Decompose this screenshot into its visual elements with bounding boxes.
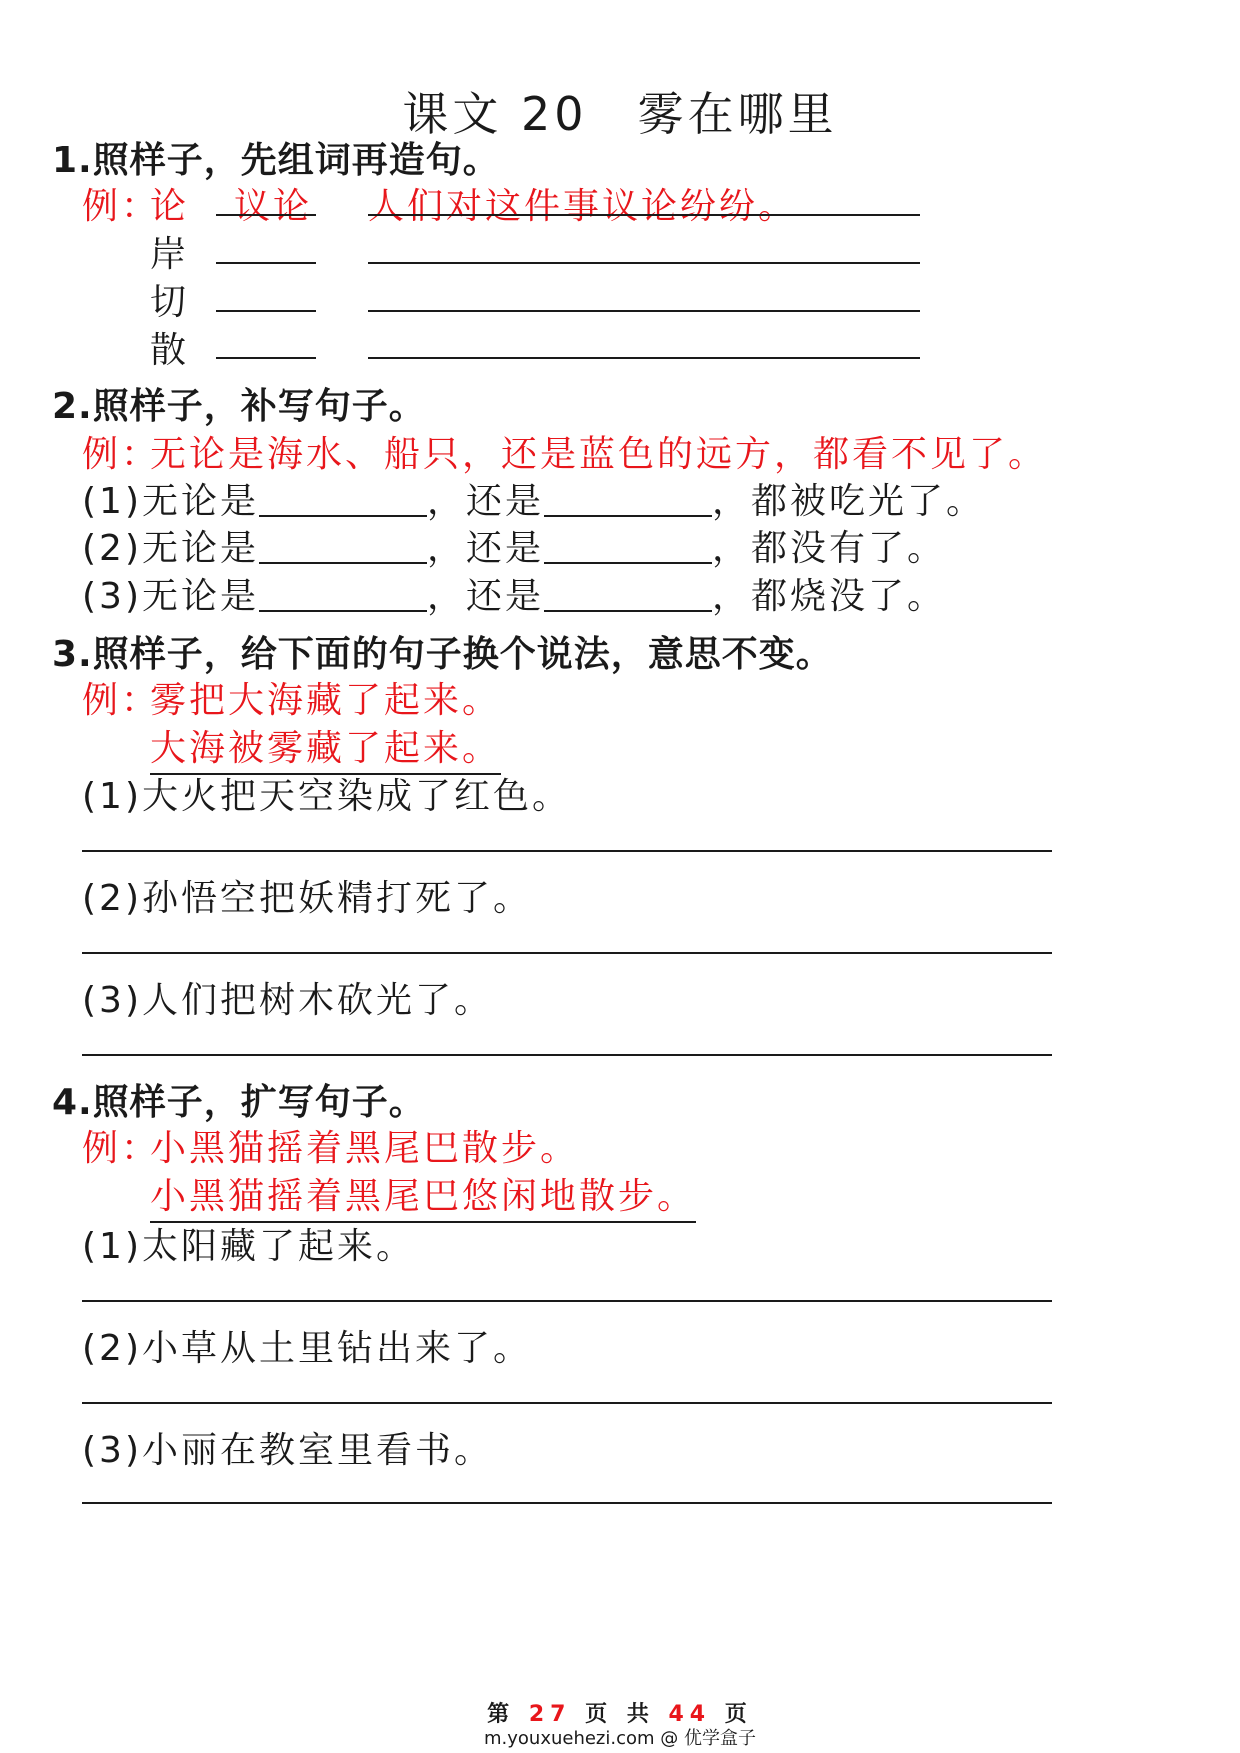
q1-example-sentence: 人们对这件事议论纷纷。 xyxy=(368,186,798,227)
item-number: (1) xyxy=(82,481,142,522)
item-number: (2) xyxy=(82,528,142,569)
page-total: 44 xyxy=(668,1702,712,1727)
q1-heading: 1.照样子，先组词再造句。 xyxy=(52,140,500,181)
q4-item: (1)太阳藏了起来。 xyxy=(82,1226,415,1267)
q3-example-prefix: 例： xyxy=(82,680,161,721)
answer-blank[interactable] xyxy=(544,530,712,564)
answer-line[interactable] xyxy=(82,1502,1052,1504)
answer-blank[interactable] xyxy=(259,578,427,612)
q1-sentence-blank[interactable] xyxy=(368,357,920,359)
q1-example-char: 论 xyxy=(150,186,190,227)
page-title: 课文 20 雾在哪里 xyxy=(402,87,838,141)
answer-line[interactable] xyxy=(82,850,1052,852)
page-middle: 页 共 xyxy=(585,1702,655,1727)
answer-line[interactable] xyxy=(82,1054,1052,1056)
q4-example-prefix: 例： xyxy=(82,1128,161,1169)
answer-blank[interactable] xyxy=(544,578,712,612)
q1-word-blank[interactable] xyxy=(216,262,316,264)
item-text: 无论是 xyxy=(142,528,260,569)
answer-blank[interactable] xyxy=(259,530,427,564)
item-number: (3) xyxy=(82,576,142,617)
q2-item xyxy=(82,568,946,619)
q4-example-original: 小黑猫摇着黑尾巴散步。 xyxy=(150,1128,580,1169)
answer-blank[interactable] xyxy=(544,483,712,517)
item-text: 无论是 xyxy=(142,576,260,617)
q4-example-answer: 小黑猫摇着黑尾巴悠闲地散步。 xyxy=(150,1168,696,1223)
item-text: 无论是 xyxy=(142,481,260,522)
answer-blank[interactable] xyxy=(259,483,427,517)
q3-item: (3)人们把树木砍光了。 xyxy=(82,980,493,1021)
item-text: ，还是 xyxy=(427,576,545,617)
q3-item: (2)孙悟空把妖精打死了。 xyxy=(82,878,532,919)
q3-heading: 3.照样子，给下面的句子换个说法，意思不变。 xyxy=(52,634,833,675)
q1-char: 岸 xyxy=(150,234,190,275)
site-credit: m.youxuehezi.com @ 优学盒子 xyxy=(483,1728,756,1749)
q4-heading: 4.照样子，扩写句子。 xyxy=(52,1082,426,1123)
answer-line[interactable] xyxy=(82,1402,1052,1404)
item-text: ，还是 xyxy=(427,528,545,569)
q3-example-original: 雾把大海藏了起来。 xyxy=(150,680,502,721)
q1-word-blank[interactable] xyxy=(216,310,316,312)
page-prefix: 第 xyxy=(487,1702,516,1727)
q2-item xyxy=(82,473,985,524)
q2-heading: 2.照样子，补写句子。 xyxy=(52,386,426,427)
q1-char: 散 xyxy=(150,330,190,371)
q4-item: (2)小草从土里钻出来了。 xyxy=(82,1328,532,1369)
item-text: ，都烧没了。 xyxy=(712,576,947,617)
q1-sentence-blank[interactable] xyxy=(368,310,920,312)
q1-example-word-line xyxy=(216,214,316,216)
answer-line[interactable] xyxy=(82,1300,1052,1302)
item-text: ，还是 xyxy=(427,481,545,522)
item-text: ，都被吃光了。 xyxy=(712,481,986,522)
item-text: ，都没有了。 xyxy=(712,528,947,569)
q1-word-blank[interactable] xyxy=(216,357,316,359)
answer-line[interactable] xyxy=(82,952,1052,954)
q1-example-prefix: 例： xyxy=(82,186,161,227)
q1-example-sentence-line xyxy=(368,214,920,216)
q3-example-answer: 大海被雾藏了起来。 xyxy=(150,720,501,775)
q2-example-prefix: 例： xyxy=(82,434,161,475)
q1-char: 切 xyxy=(150,282,190,323)
q2-example: 无论是海水、船只，还是蓝色的远方，都看不见了。 xyxy=(150,434,1048,475)
page-current: 27 xyxy=(528,1702,572,1727)
q1-example-word: 议论 xyxy=(234,186,313,227)
q3-item: (1)大火把天空染成了红色。 xyxy=(82,776,571,817)
q4-item: (3)小丽在教室里看书。 xyxy=(82,1430,493,1471)
q2-item xyxy=(82,520,946,571)
page-suffix: 页 xyxy=(724,1702,753,1727)
q1-sentence-blank[interactable] xyxy=(368,262,920,264)
